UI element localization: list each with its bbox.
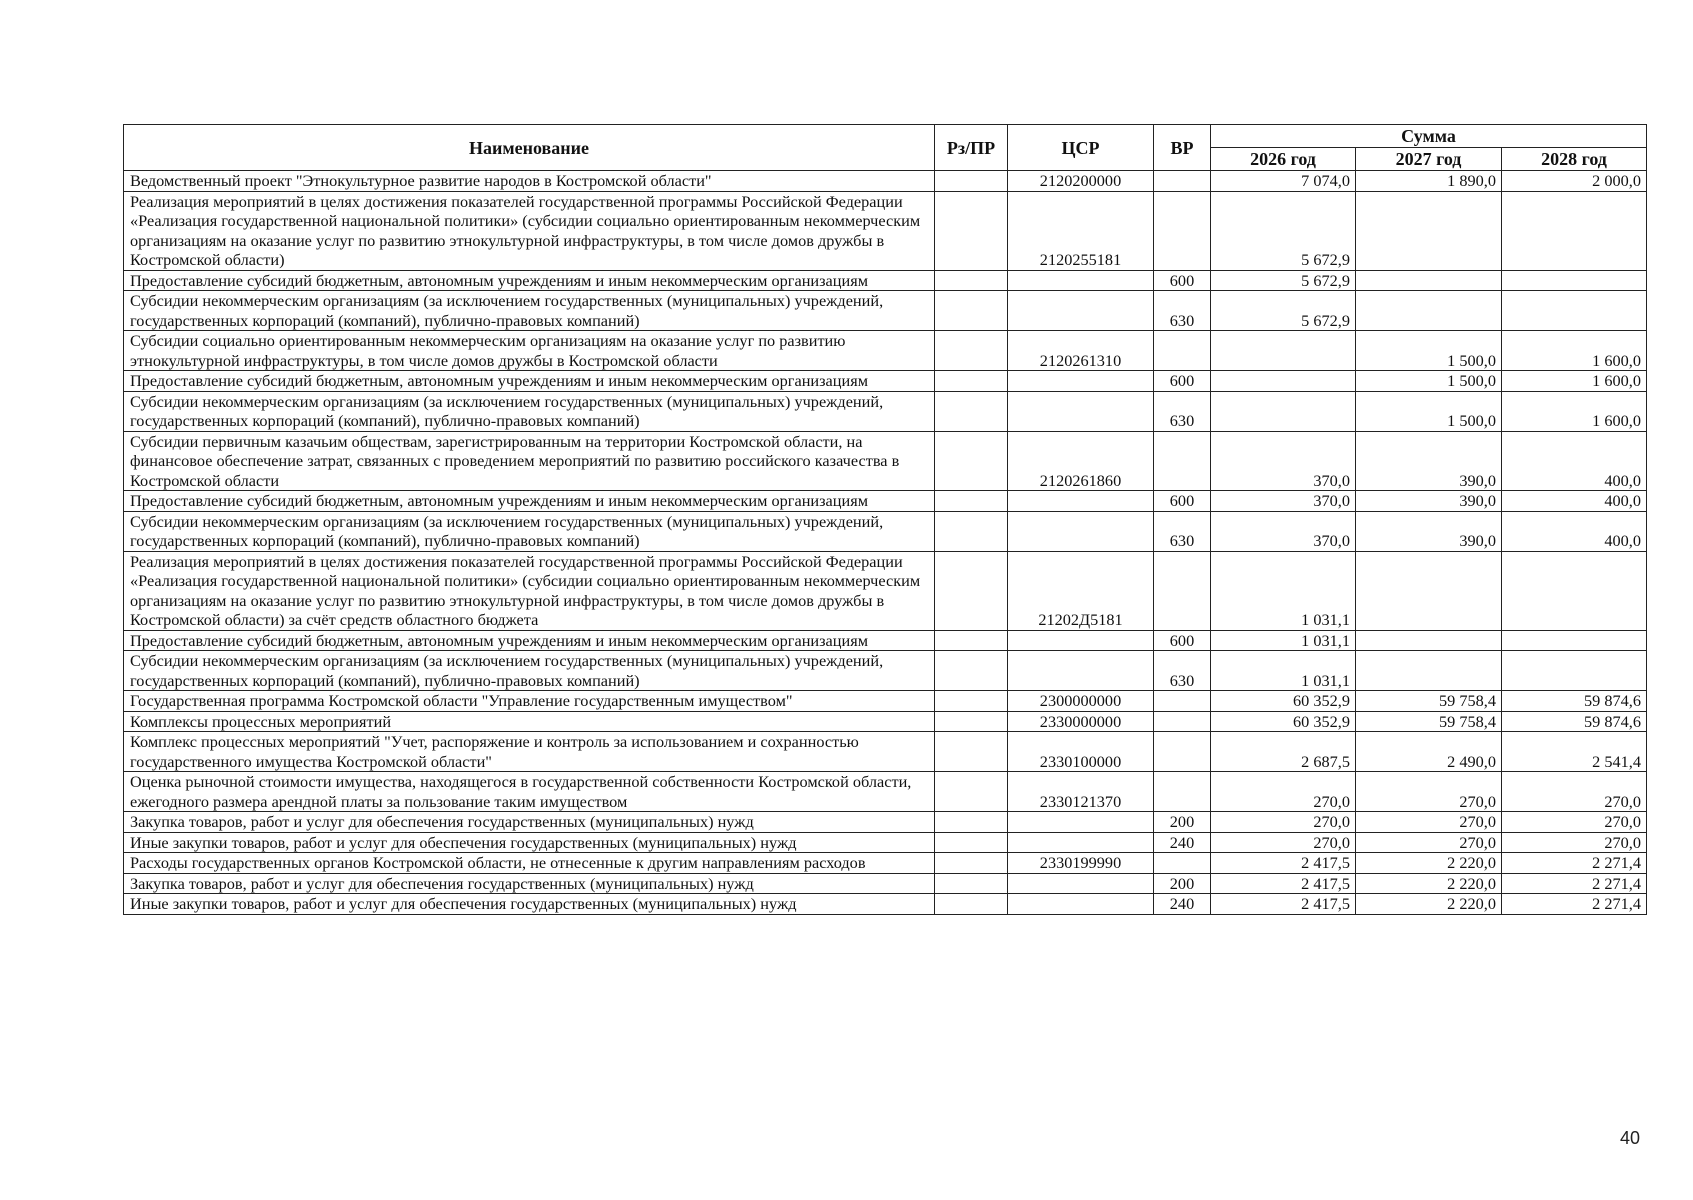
table-row (124, 551, 1647, 630)
cell-vr: 240 (1154, 894, 1211, 915)
cell-2028 (1502, 270, 1647, 291)
cell-2026: 270,0 (1211, 812, 1356, 833)
cell-2028: 1 600,0 (1502, 371, 1647, 392)
header-vr: ВР (1154, 125, 1211, 171)
table-row (124, 511, 1647, 551)
cell-2027: 390,0 (1356, 431, 1502, 491)
cell-name: Субсидии некоммерческим организациям (за исключением государственных (муниципальных) учреждений, государственных корпораций (компаний), публично-правовых компаний) (124, 291, 935, 331)
cell-rzpr (935, 812, 1008, 833)
table-body (124, 171, 1647, 915)
cell-name: Предоставление субсидий бюджетным, автономным учреждениям и иным некоммерческим организациям (124, 270, 935, 291)
cell-2027 (1356, 551, 1502, 630)
table-row (124, 832, 1647, 853)
cell-2026 (1211, 371, 1356, 392)
cell-name: Иные закупки товаров, работ и услуг для обеспечения государственных (муниципальных) нужд (124, 832, 935, 853)
cell-vr: 600 (1154, 371, 1211, 392)
cell-2026: 2 417,5 (1211, 873, 1356, 894)
cell-2026: 5 672,9 (1211, 291, 1356, 331)
cell-rzpr (935, 491, 1008, 512)
cell-name: Государственная программа Костромской области "Управление государственным имуществом" (124, 691, 935, 712)
table-row (124, 873, 1647, 894)
cell-csr (1008, 873, 1154, 894)
table-row (124, 191, 1647, 270)
cell-rzpr (935, 511, 1008, 551)
cell-2027: 1 500,0 (1356, 331, 1502, 371)
table-row (124, 331, 1647, 371)
cell-csr (1008, 894, 1154, 915)
table-row (124, 431, 1647, 491)
header-row-top (124, 125, 1647, 148)
cell-csr (1008, 391, 1154, 431)
cell-name: Предоставление субсидий бюджетным, автономным учреждениям и иным некоммерческим организациям (124, 371, 935, 392)
header-sum: Сумма (1211, 125, 1647, 148)
cell-name: Ведомственный проект "Этнокультурное развитие народов в Костромской области" (124, 171, 935, 192)
header-year-2027: 2027 год (1356, 148, 1502, 171)
cell-2026: 2 417,5 (1211, 853, 1356, 874)
budget-table (123, 124, 1647, 915)
cell-csr (1008, 270, 1154, 291)
cell-name: Субсидии некоммерческим организациям (за исключением государственных (муниципальных) учреждений, государственных корпораций (компаний), публично-правовых компаний) (124, 511, 935, 551)
cell-2026: 370,0 (1211, 431, 1356, 491)
cell-csr: 21202Д5181 (1008, 551, 1154, 630)
cell-name: Закупка товаров, работ и услуг для обеспечения государственных (муниципальных) нужд (124, 873, 935, 894)
cell-vr: 630 (1154, 391, 1211, 431)
cell-2027 (1356, 270, 1502, 291)
cell-2026: 60 352,9 (1211, 711, 1356, 732)
cell-2028 (1502, 191, 1647, 270)
cell-2026: 60 352,9 (1211, 691, 1356, 712)
cell-csr (1008, 832, 1154, 853)
cell-2028: 1 600,0 (1502, 331, 1647, 371)
cell-name: Иные закупки товаров, работ и услуг для обеспечения государственных (муниципальных) нужд (124, 894, 935, 915)
cell-2028 (1502, 291, 1647, 331)
cell-vr: 630 (1154, 511, 1211, 551)
cell-2027: 270,0 (1356, 832, 1502, 853)
table-row (124, 732, 1647, 772)
cell-rzpr (935, 894, 1008, 915)
cell-rzpr (935, 551, 1008, 630)
cell-2026: 370,0 (1211, 511, 1356, 551)
cell-rzpr (935, 732, 1008, 772)
cell-rzpr (935, 691, 1008, 712)
cell-name: Комплексы процессных мероприятий (124, 711, 935, 732)
cell-name: Субсидии первичным казачьим обществам, зарегистрированным на территории Костромской области, на финансовое обеспечение затрат, связанных с проведением мероприятий по развитию российского казачества в Костромской области (124, 431, 935, 491)
cell-vr (1154, 331, 1211, 371)
cell-vr (1154, 772, 1211, 812)
cell-2026 (1211, 331, 1356, 371)
cell-rzpr (935, 291, 1008, 331)
cell-2027: 59 758,4 (1356, 691, 1502, 712)
cell-name: Оценка рыночной стоимости имущества, находящегося в государственной собственности Костромской области, ежегодного размера арендной платы за пользование таким имуществом (124, 772, 935, 812)
cell-2027 (1356, 651, 1502, 691)
cell-rzpr (935, 711, 1008, 732)
table-row (124, 711, 1647, 732)
cell-name: Реализация мероприятий в целях достижения показателей государственной программы Российской Федерации «Реализация государственной национальной политики» (субсидии социально ориентированным некоммерческим организациям на оказание услуг по развитию этнокультурной инфраструктуры, в том числе домов дружбы в Костромской области) за счёт средств областного бюджета (124, 551, 935, 630)
cell-name: Расходы государственных органов Костромской области, не отнесенные к другим направлениям расходов (124, 853, 935, 874)
cell-rzpr (935, 832, 1008, 853)
cell-vr (1154, 711, 1211, 732)
cell-2027: 2 490,0 (1356, 732, 1502, 772)
cell-2027 (1356, 630, 1502, 651)
cell-2027 (1356, 191, 1502, 270)
table-row (124, 371, 1647, 392)
cell-csr: 2300000000 (1008, 691, 1154, 712)
cell-csr: 2330121370 (1008, 772, 1154, 812)
cell-name: Предоставление субсидий бюджетным, автономным учреждениям и иным некоммерческим организациям (124, 630, 935, 651)
cell-vr (1154, 853, 1211, 874)
cell-2026: 1 031,1 (1211, 551, 1356, 630)
cell-2026: 1 031,1 (1211, 651, 1356, 691)
cell-2028: 2 541,4 (1502, 732, 1647, 772)
cell-2027: 2 220,0 (1356, 894, 1502, 915)
cell-2028: 2 271,4 (1502, 853, 1647, 874)
cell-2028 (1502, 551, 1647, 630)
cell-rzpr (935, 331, 1008, 371)
cell-2028: 400,0 (1502, 511, 1647, 551)
cell-csr: 2330100000 (1008, 732, 1154, 772)
cell-name: Субсидии некоммерческим организациям (за исключением государственных (муниципальных) учреждений, государственных корпораций (компаний), публично-правовых компаний) (124, 651, 935, 691)
cell-2028: 270,0 (1502, 772, 1647, 812)
cell-2026: 7 074,0 (1211, 171, 1356, 192)
cell-2027: 390,0 (1356, 511, 1502, 551)
table-row (124, 853, 1647, 874)
cell-2026: 5 672,9 (1211, 191, 1356, 270)
cell-2028: 270,0 (1502, 832, 1647, 853)
cell-rzpr (935, 630, 1008, 651)
cell-2026: 2 417,5 (1211, 894, 1356, 915)
cell-csr (1008, 511, 1154, 551)
header-year-2026: 2026 год (1211, 148, 1356, 171)
cell-csr: 2330000000 (1008, 711, 1154, 732)
table-row (124, 630, 1647, 651)
cell-rzpr (935, 371, 1008, 392)
cell-name: Субсидии социально ориентированным некоммерческим организациям на оказание услуг по развитию этнокультурной инфраструктуры, в том числе домов дружбы в Костромской области (124, 331, 935, 371)
cell-2026: 270,0 (1211, 772, 1356, 812)
table-row (124, 491, 1647, 512)
cell-rzpr (935, 772, 1008, 812)
cell-2026 (1211, 391, 1356, 431)
cell-vr: 200 (1154, 812, 1211, 833)
cell-name: Предоставление субсидий бюджетным, автономным учреждениям и иным некоммерческим организациям (124, 491, 935, 512)
header-name: Наименование (124, 125, 935, 171)
cell-vr (1154, 691, 1211, 712)
cell-2026: 5 672,9 (1211, 270, 1356, 291)
cell-rzpr (935, 873, 1008, 894)
cell-2027: 1 500,0 (1356, 371, 1502, 392)
cell-2028: 1 600,0 (1502, 391, 1647, 431)
cell-2028: 2 000,0 (1502, 171, 1647, 192)
table-row (124, 894, 1647, 915)
cell-2026: 1 031,1 (1211, 630, 1356, 651)
cell-vr (1154, 732, 1211, 772)
cell-2027: 1 890,0 (1356, 171, 1502, 192)
cell-2027 (1356, 291, 1502, 331)
cell-rzpr (935, 651, 1008, 691)
cell-name: Реализация мероприятий в целях достижения показателей государственной программы Российской Федерации «Реализация государственной национальной политики» (субсидии социально ориентированным некоммерческим организациям на оказание услуг по развитию этнокультурной инфраструктуры, в том числе домов дружбы в Костромской области) (124, 191, 935, 270)
cell-2028 (1502, 651, 1647, 691)
cell-2027: 59 758,4 (1356, 711, 1502, 732)
cell-csr (1008, 651, 1154, 691)
cell-rzpr (935, 270, 1008, 291)
cell-2028: 59 874,6 (1502, 711, 1647, 732)
cell-vr: 200 (1154, 873, 1211, 894)
table-row (124, 270, 1647, 291)
cell-rzpr (935, 191, 1008, 270)
table-row (124, 651, 1647, 691)
cell-csr: 2330199990 (1008, 853, 1154, 874)
cell-rzpr (935, 171, 1008, 192)
cell-vr (1154, 551, 1211, 630)
cell-name: Закупка товаров, работ и услуг для обеспечения государственных (муниципальных) нужд (124, 812, 935, 833)
cell-2027: 270,0 (1356, 772, 1502, 812)
cell-2027: 1 500,0 (1356, 391, 1502, 431)
cell-vr: 600 (1154, 270, 1211, 291)
cell-2026: 2 687,5 (1211, 732, 1356, 772)
cell-csr (1008, 291, 1154, 331)
header-year-2028: 2028 год (1502, 148, 1647, 171)
cell-vr (1154, 191, 1211, 270)
cell-csr (1008, 371, 1154, 392)
table-row (124, 812, 1647, 833)
table-row (124, 391, 1647, 431)
cell-vr: 240 (1154, 832, 1211, 853)
cell-2028: 400,0 (1502, 491, 1647, 512)
cell-name: Субсидии некоммерческим организациям (за исключением государственных (муниципальных) учреждений, государственных корпораций (компаний), публично-правовых компаний) (124, 391, 935, 431)
cell-vr (1154, 171, 1211, 192)
table-row (124, 171, 1647, 192)
cell-vr: 630 (1154, 651, 1211, 691)
cell-2028: 2 271,4 (1502, 894, 1647, 915)
cell-csr (1008, 491, 1154, 512)
cell-2027: 2 220,0 (1356, 853, 1502, 874)
table-row (124, 291, 1647, 331)
cell-2027: 270,0 (1356, 812, 1502, 833)
cell-2026: 270,0 (1211, 832, 1356, 853)
cell-2027: 390,0 (1356, 491, 1502, 512)
cell-2028: 270,0 (1502, 812, 1647, 833)
cell-vr: 600 (1154, 630, 1211, 651)
cell-vr: 630 (1154, 291, 1211, 331)
cell-name: Комплекс процессных мероприятий "Учет, распоряжение и контроль за использованием и сохранностью государственного имущества Костромской области" (124, 732, 935, 772)
header-csr: ЦСР (1008, 125, 1154, 171)
cell-rzpr (935, 391, 1008, 431)
page-number: 40 (1620, 1128, 1641, 1148)
cell-csr: 2120200000 (1008, 171, 1154, 192)
cell-rzpr (935, 431, 1008, 491)
cell-csr: 2120255181 (1008, 191, 1154, 270)
cell-csr: 2120261310 (1008, 331, 1154, 371)
cell-csr: 2120261860 (1008, 431, 1154, 491)
cell-2028: 400,0 (1502, 431, 1647, 491)
cell-2028: 59 874,6 (1502, 691, 1647, 712)
cell-csr (1008, 630, 1154, 651)
cell-vr (1154, 431, 1211, 491)
cell-2028 (1502, 630, 1647, 651)
table-row (124, 691, 1647, 712)
cell-vr: 600 (1154, 491, 1211, 512)
header-rzpr: Рз/ПР (935, 125, 1008, 171)
cell-2027: 2 220,0 (1356, 873, 1502, 894)
table-row (124, 772, 1647, 812)
cell-rzpr (935, 853, 1008, 874)
cell-2026: 370,0 (1211, 491, 1356, 512)
cell-csr (1008, 812, 1154, 833)
cell-2028: 2 271,4 (1502, 873, 1647, 894)
